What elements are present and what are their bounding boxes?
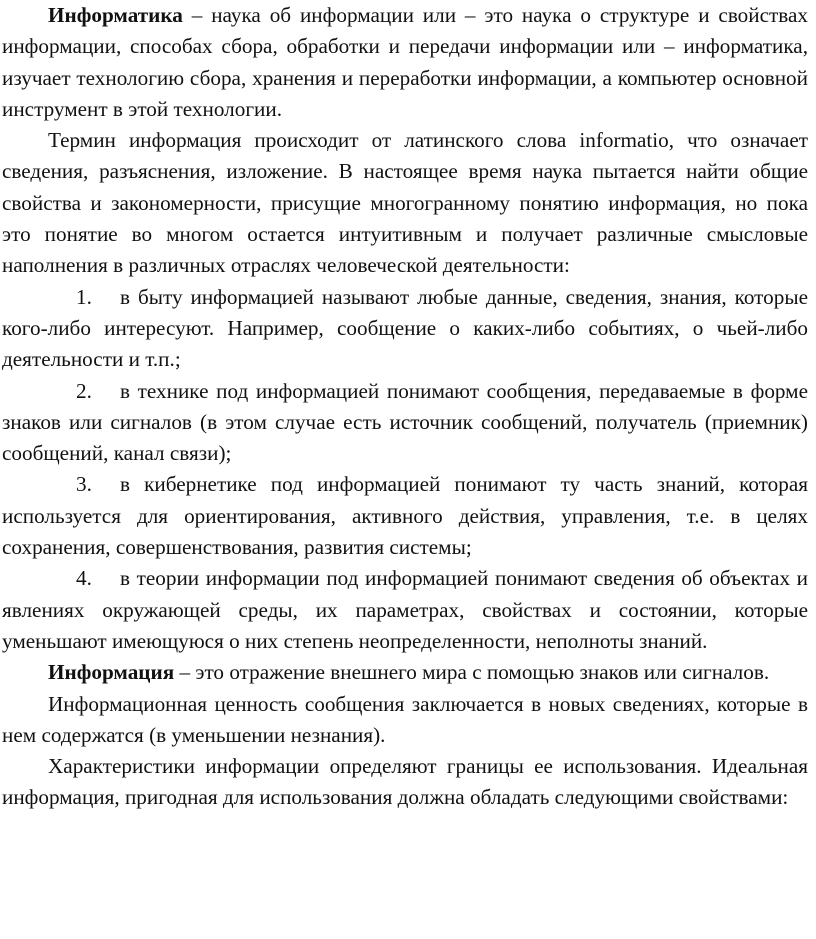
list-item <box>2 376 808 470</box>
paragraph-term-origin-text: Термин информация происходит от латинского слова informatio, что означает сведения, разъяснения, изложение. В настоящее время наука пытается найти общие свойства и закономерности, присущие многогранному понятию информация, но пока это понятие во многом остается интуитивным и получает различные смысловые наполнения в различных отраслях человеческой деятельности: <box>2 128 808 278</box>
paragraph-information-definition <box>2 657 808 688</box>
paragraph-informatics-definition <box>2 0 808 125</box>
paragraph-information-value-text: Информационная ценность сообщения заключается в новых сведениях, которые в нем содержатся (в уменьшении незнания). <box>2 691 808 747</box>
paragraph-term-origin <box>2 125 808 281</box>
list-item-text: в кибернетике под информацией понимают ту часть знаний, которая используется для ориентирования, активного действия, управления, т.е. в целях сохранения, совершенствования, развития системы; <box>2 472 808 560</box>
list-item <box>2 282 808 376</box>
paragraph-information-characteristics <box>2 751 808 814</box>
paragraph-information-text: – это отражение внешнего мира с помощью знаков или сигналов. <box>174 660 770 685</box>
list-item-number: 1. <box>76 284 92 309</box>
list-item-number: 2. <box>76 378 92 403</box>
list-item-text: в быту информацией называют любые данные, сведения, знания, которые кого-либо интересуют. Например, сообщение о каких-либо событиях, о чьей-либо деятельности и т.п.; <box>2 284 808 372</box>
list-item-number: 3. <box>76 472 92 497</box>
list-item <box>2 469 808 563</box>
list-item-text: в теории информации под информацией понимают сведения об объектах и явлениях окружающей среды, их параметрах, свойствах и состоянии, которые уменьшают имеющуюся о них степень неопределенности, неполноты знаний. <box>2 566 808 653</box>
paragraph-informatics-text: – наука об информации или – это наука о структуре и свойствах информации, способах сбора, обработки и передачи информации или – информатика, изучает технологию сбора, хранения и переработки информации, а компьютер основной инструмент в этой технологии. <box>2 3 808 121</box>
paragraph-information-value <box>2 689 808 752</box>
term-informatics: Информатика <box>48 3 183 27</box>
list-item <box>2 563 808 657</box>
paragraph-information-characteristics-text: Характеристики информации определяют границы ее использования. Идеальная информация, пригодная для использования должна обладать следующими свойствами: <box>2 754 808 810</box>
term-information: Информация <box>48 660 175 685</box>
list-item-number: 4. <box>76 566 92 591</box>
list-item-text: в технике под информацией понимают сообщения, передаваемые в форме знаков или сигналов (в этом случае есть источник сообщений, получатель (приемник) сообщений, канал связи); <box>2 378 808 466</box>
